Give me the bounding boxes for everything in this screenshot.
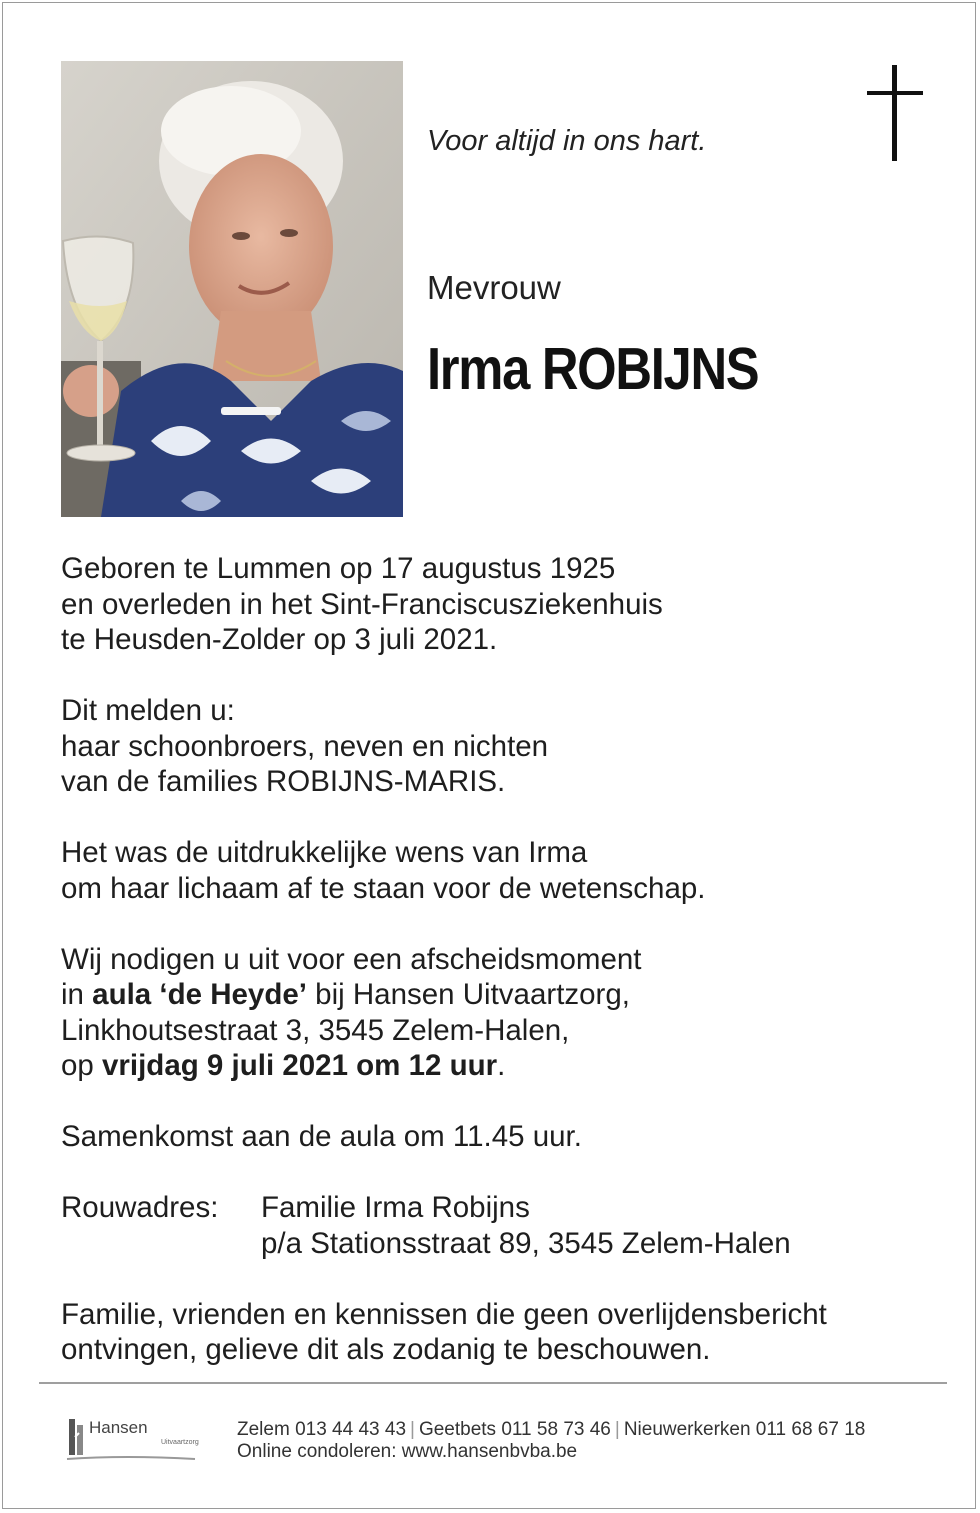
text-line: Geboren te Lummen op 17 augustus 1925 (61, 552, 616, 585)
hansen-logo-icon (65, 1415, 197, 1468)
ceremony-date: vrijdag 9 juli 2021 om 12 uur (102, 1049, 498, 1082)
online-condolence: Online condoleren: www.hansenbvba.be (237, 1441, 578, 1462)
closing-paragraph (61, 1297, 941, 1368)
mourning-address (61, 1190, 941, 1261)
phone-nieuwerkerken: Nieuwerkerken 011 68 67 18 (623, 1419, 866, 1440)
separator: | (410, 1419, 415, 1440)
text-line: Het was de uitdrukkelijke wens van Irma (61, 836, 588, 869)
portrait-photo (61, 61, 403, 517)
text-line: Familie, vrienden en kennissen die geen overlijdensbericht (61, 1297, 827, 1331)
memorial-quote: Voor altijd in ons hart. (427, 125, 707, 157)
gathering-paragraph (61, 1119, 941, 1155)
text-line: Samenkomst aan de aula om 11.45 uur. (61, 1120, 582, 1153)
text-line: te Heusden-Zolder op 3 juli 2021. (61, 623, 498, 656)
phone-line (237, 1419, 865, 1441)
text-fragment: in (61, 978, 93, 1011)
phone-geetbets: Geetbets 011 58 73 46 (418, 1419, 611, 1440)
text-fragment: . (497, 1049, 506, 1082)
phone-zelem: Zelem 013 44 43 43 (237, 1419, 407, 1440)
text-line: om haar lichaam af te staan voor de wetenschap. (61, 871, 706, 905)
logo-name: Hansen (89, 1418, 148, 1437)
text-line: Linkhoutsestraat 3, 3545 Zelem-Halen, (61, 1013, 570, 1047)
text-line: van de families ROBIJNS-MARIS. (61, 765, 506, 798)
text-line (61, 977, 941, 1013)
contact-footer (237, 1419, 865, 1463)
text-line: Wij nodigen u uit voor een afscheidsmoment (61, 942, 642, 976)
deceased-name: Irma ROBIJNS (427, 336, 759, 402)
announcement-paragraph (61, 693, 941, 800)
mourning-address-lines (261, 1190, 791, 1261)
logo-subtitle: Uitvaartzorg (161, 1439, 199, 1446)
text-line: Familie Irma Robijns (261, 1191, 530, 1224)
text-fragment: bij Hansen Uitvaartzorg, (306, 978, 630, 1011)
text-line (61, 1048, 941, 1084)
text-line: ontvingen, gelieve dit als zodanig te beschouwen. (61, 1333, 711, 1366)
text-line: en overleden in het Sint-Franciscusziekenhuis (61, 587, 663, 621)
portrait-image (61, 61, 403, 517)
honorific: Mevrouw (427, 269, 561, 306)
invitation-paragraph (61, 942, 941, 1084)
venue-name: aula ‘de Heyde’ (92, 978, 307, 1011)
separator: | (614, 1419, 620, 1440)
obituary-card (2, 2, 976, 1509)
notice-body (61, 551, 941, 1403)
text-line: haar schoonbroers, neven en nichten (61, 729, 549, 763)
latin-cross-icon (867, 65, 925, 168)
text-fragment: op (61, 1049, 103, 1082)
text-line: Dit melden u: (61, 694, 235, 727)
footer-divider (39, 1382, 947, 1384)
birth-paragraph (61, 551, 941, 658)
text-line: p/a Stationsstraat 89, 3545 Zelem-Halen (261, 1226, 791, 1260)
mourning-address-label: Rouwadres: (61, 1191, 219, 1224)
wish-paragraph (61, 835, 941, 906)
